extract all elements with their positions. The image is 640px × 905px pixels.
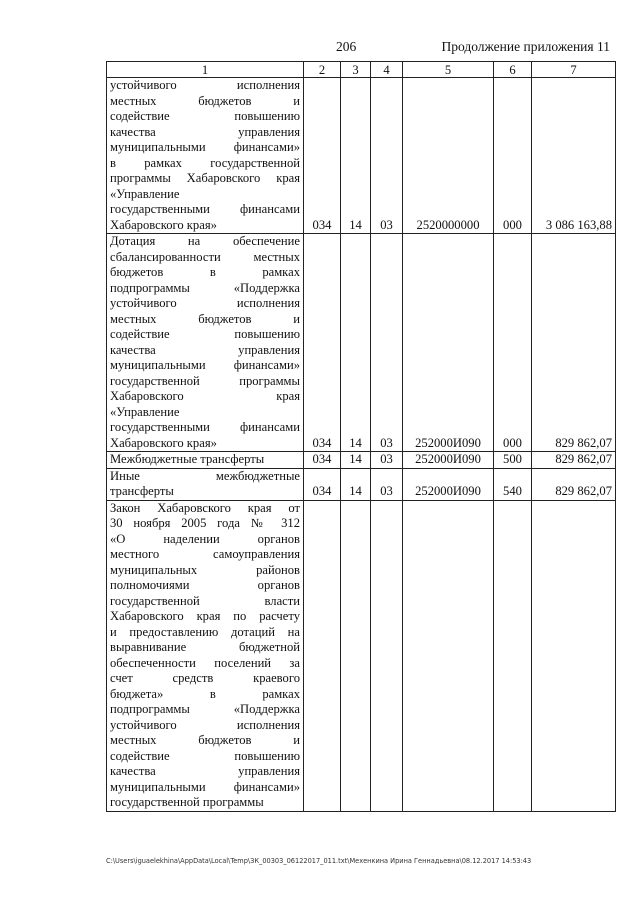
description-line: Иные межбюджетные xyxy=(110,468,300,483)
subsection-code: 03 xyxy=(371,452,403,469)
table-row xyxy=(107,452,616,469)
ministry-code: 034 xyxy=(304,452,341,469)
description-line: в рамках государственной xyxy=(110,155,300,170)
section-code: 14 xyxy=(341,452,371,469)
column-header: 5 xyxy=(403,62,494,78)
description-line: Хабаровского края» xyxy=(110,217,217,232)
description-line: подпрограммы «Поддержка xyxy=(110,280,300,295)
section-code: 14 xyxy=(341,234,371,452)
description-line: Межбюджетные трансферты xyxy=(110,452,265,466)
subsection-code: 03 xyxy=(371,234,403,452)
description-line: местного самоуправления xyxy=(110,547,300,561)
expense-type-code: 540 xyxy=(494,468,532,500)
amount: 3 086 163,88 xyxy=(532,78,616,234)
description-line: Хабаровского края xyxy=(110,389,300,403)
table-row xyxy=(107,468,616,500)
ministry-code: 034 xyxy=(304,78,341,234)
description-line: обеспеченности поселений за xyxy=(110,655,300,670)
description-line: Хабаровского края по расчету xyxy=(110,609,300,623)
description-line: содействие повышению xyxy=(110,748,300,763)
target-article-code: 252000И090 xyxy=(403,452,494,469)
row-description xyxy=(107,452,304,469)
description-line: программы Хабаровского края xyxy=(110,171,300,185)
description-line: бюджетов в рамках xyxy=(110,265,300,279)
expense-type-code: 000 xyxy=(494,234,532,452)
subsection-code: 03 xyxy=(371,78,403,234)
description-line: государственной программы xyxy=(110,373,300,388)
expense-type-code: 500 xyxy=(494,452,532,469)
description-line: государственными финансами xyxy=(110,202,300,216)
expense-type-code xyxy=(494,500,532,811)
description-line: государственными финансами xyxy=(110,420,300,434)
target-article-code: 2520000000 xyxy=(403,78,494,234)
description-line: местных бюджетов и xyxy=(110,733,300,747)
description-line: счет средств краевого xyxy=(110,671,300,685)
description-line: и предоставлению дотаций на xyxy=(110,624,300,639)
target-article-code: 252000И090 xyxy=(403,234,494,452)
description-line: муниципальными финансами» xyxy=(110,779,300,794)
ministry-code xyxy=(304,500,341,811)
table-header-row xyxy=(107,62,616,78)
description-line: государственной программы xyxy=(110,795,264,809)
row-description xyxy=(107,500,304,811)
description-line: трансферты xyxy=(110,484,174,498)
description-line: устойчивого исполнения xyxy=(110,296,300,310)
section-code: 14 xyxy=(341,468,371,500)
row-description xyxy=(107,78,304,234)
description-line: сбалансированности местных xyxy=(110,249,300,264)
amount: 829 862,07 xyxy=(532,234,616,452)
description-line: муниципальными финансами» xyxy=(110,358,300,372)
description-line: подпрограммы «Поддержка xyxy=(110,702,300,716)
description-line: устойчивого исполнения xyxy=(110,717,300,732)
row-description xyxy=(107,234,304,452)
column-header: 6 xyxy=(494,62,532,78)
description-line: выравнивание бюджетной xyxy=(110,640,300,654)
description-line: Закон Хабаровского края от xyxy=(110,500,300,515)
page-header xyxy=(0,39,640,57)
budget-table xyxy=(106,61,616,812)
column-header: 7 xyxy=(532,62,616,78)
subsection-code: 03 xyxy=(371,468,403,500)
column-header: 4 xyxy=(371,62,403,78)
file-path-footer: C:\Users\iguaelekhina\AppData\Local\Temp\ЗК_00303_06122017_011.txt\Мехенкина Ирина Геннадьевна\08.12.2017 14:53:43 xyxy=(106,857,532,865)
subsection-code xyxy=(371,500,403,811)
column-header: 2 xyxy=(304,62,341,78)
ministry-code: 034 xyxy=(304,234,341,452)
description-line: местных бюджетов и xyxy=(110,311,300,326)
table-row xyxy=(107,234,616,452)
amount: 829 862,07 xyxy=(532,468,616,500)
description-line: полномочиями органов xyxy=(110,578,300,592)
target-article-code: 252000И090 xyxy=(403,468,494,500)
row-description xyxy=(107,468,304,500)
section-code xyxy=(341,500,371,811)
description-line: бюджета» в рамках xyxy=(110,686,300,701)
table-row xyxy=(107,500,616,811)
description-line: содействие повышению xyxy=(110,109,300,123)
section-code: 14 xyxy=(341,78,371,234)
description-line: качества управления xyxy=(110,764,300,778)
description-line: муниципальных районов xyxy=(110,562,300,577)
table-row xyxy=(107,78,616,234)
description-line: Хабаровского края» xyxy=(110,435,217,450)
amount xyxy=(532,500,616,811)
description-line: местных бюджетов и xyxy=(110,93,300,108)
amount: 829 862,07 xyxy=(532,452,616,469)
ministry-code: 034 xyxy=(304,468,341,500)
description-line: качества управления xyxy=(110,342,300,357)
expense-type-code: 000 xyxy=(494,78,532,234)
description-line: Дотация на обеспечение xyxy=(110,234,300,248)
appendix-continuation-label: Продолжение приложения 11 xyxy=(441,39,610,54)
description-line: «Управление xyxy=(110,404,180,419)
description-line: 30 ноября 2005 года № 312 xyxy=(110,516,300,530)
description-line: государственной власти xyxy=(110,593,300,608)
description-line: муниципальными финансами» xyxy=(110,140,300,154)
column-header: 3 xyxy=(341,62,371,78)
description-line: устойчивого исполнения xyxy=(110,78,300,92)
description-line: «О наделении органов xyxy=(110,531,300,546)
description-line: «Управление xyxy=(110,186,180,201)
column-header: 1 xyxy=(107,62,304,78)
description-line: качества управления xyxy=(110,124,300,139)
target-article-code xyxy=(403,500,494,811)
page-number: 206 xyxy=(336,39,357,54)
description-line: содействие повышению xyxy=(110,327,300,341)
